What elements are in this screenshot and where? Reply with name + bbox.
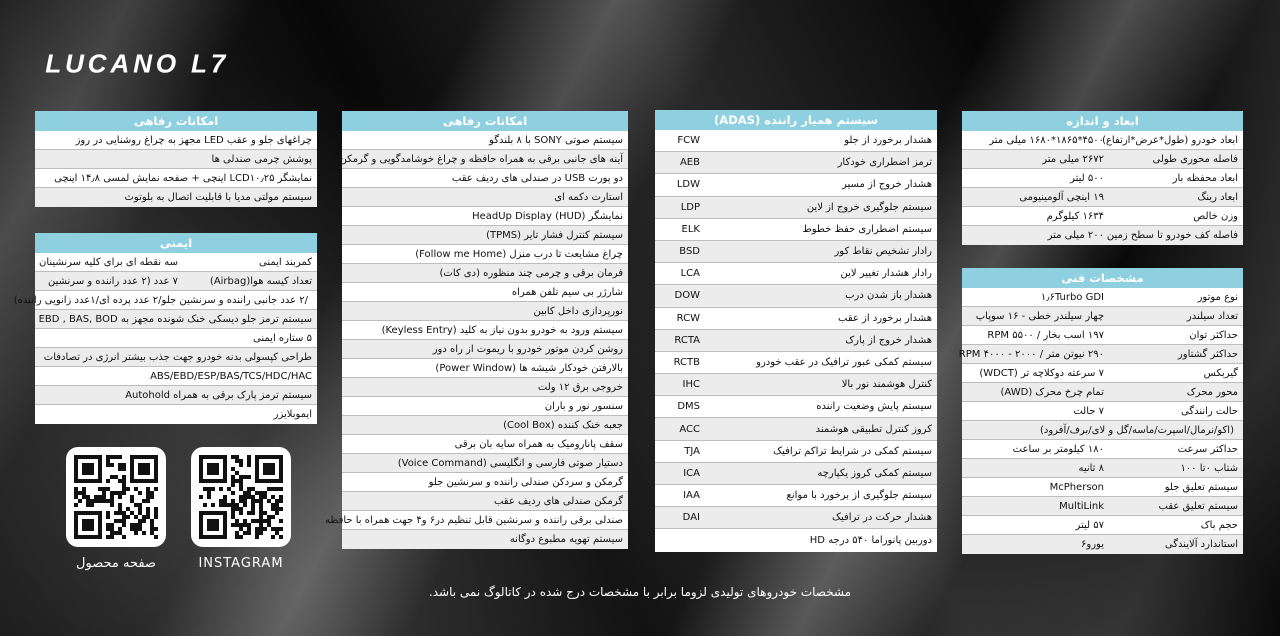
adas-feature-name: سیستم کمکی عبور ترافیک در عقب خودرو [756,356,932,368]
list-item-text: دستیار صوتی فارسی و انگلیسی (Voice Command) [397,457,623,469]
row-value: ۱٫۶Turbo GDI [1040,291,1104,303]
list-item-text: چراغهای جلو و عقب LED مجهز به چراغ روشنایی در روز [75,134,312,146]
row-label: ابعاد محفظه بار [1172,172,1238,184]
row-value: /۲ عدد جانبی راننده و سرنشین جلو/۲ عدد پرده ای/۱عدد زانویی راننده) [13,294,308,306]
table-row [962,497,1243,516]
row-label: کمربند ایمنی [259,256,312,268]
table-row [655,152,937,174]
row-label: ۵ ستاره ایمنی [253,332,312,344]
adas-feature-name: سیستم کمکی در شرایط تراکم ترافیک [773,445,932,457]
adas-feature-code: IHC [682,379,700,391]
adas-feature-name: سیستم اضطراری حفظ خطوط [802,223,932,235]
row-value: ۷ سرعته دوکلاچه تر (WDCT) [979,367,1104,379]
qr-icon [74,455,158,539]
table-row [35,329,317,348]
brand-logo-text: LUCANO L7 [45,48,230,79]
adas-feature-code: DOW [674,290,700,302]
list-item [35,150,317,169]
list-item-text: خروجی برق ۱۲ ولت [537,381,623,393]
row-label: گیربکس [1203,367,1238,379]
list-item [342,207,628,226]
list-item [35,169,317,188]
list-item-text: سقف پانارومیک به همراه سایه بان برقی [454,438,623,450]
adas-feature-code: BSD [679,246,700,258]
list-item-text: گرمکن صندلی های ردیف عقب [493,495,623,507]
table-row [962,307,1243,326]
table-row [35,367,317,386]
adas-feature-name: رادار هشدار تغییر لاین [840,268,932,280]
row-label: تعداد کیسه هوا(Airbag) [209,275,312,287]
row-value: McPherson [1049,481,1104,493]
table-row [655,308,937,330]
list-item [342,264,628,283]
row-value: ۱۸۰ کیلومتر بر ساعت [1012,443,1104,455]
comfort-extra-rows [35,131,317,207]
adas-feature-code: LCA [680,268,700,280]
list-item [342,378,628,397]
row-value: ۷ عدد (۲ عدد راننده و سرنشین [47,275,178,287]
adas-feature-name: سیستم کمکی کروز یکپارچه [817,467,932,479]
list-item [342,492,628,511]
table-row [962,459,1243,478]
row-label: سیستم تعلیق عقب [1158,500,1238,512]
list-item-text: بالارفتن خودکار شیشه ها (Power Window) [435,362,623,374]
adas-feature-name: ترمز اضطراری خودکار [837,157,932,169]
adas-feature-code: AEB [679,157,700,169]
list-item-text: جعبه خنک کننده (Cool Box) [503,419,623,431]
row-value: MultiLink [1059,500,1104,512]
table-row [962,207,1243,226]
row-value: ۲۹۰ نیوتن متر / ۲۰۰۰ - ۴۰۰۰ RPM [958,348,1104,360]
list-item [342,283,628,302]
table-row [962,288,1243,307]
table-row [35,272,317,291]
list-item [342,454,628,473]
adas-feature-name: دوربین پانوراما ۵۴۰ درجه HD [809,534,932,546]
list-item-text: صندلی برقی راننده و سرنشین قابل تنظیم در۶ و۴ جهت همراه با حافظه [325,514,623,526]
adas-feature-code: DAI [682,512,700,524]
list-item [35,188,317,207]
list-item-text: سیستم کنترل فشار تایر (TPMS) [486,229,623,241]
row-label: فاصله محوری طولی [1152,153,1238,165]
table-row [962,516,1243,535]
row-label: ابعاد خودرو (طول*عرض*ارتفاع) [1102,134,1238,146]
row-label: محور محرک [1186,386,1238,398]
table-row [962,364,1243,383]
row-label: حجم باک [1200,519,1238,531]
comfort-features-rows [325,131,628,549]
adas-feature-code: LDP [680,201,700,213]
dimensions-title: ابعاد و اندازه [962,111,1243,131]
row-value: ۵۰۰ لیتر [1070,172,1104,184]
table-row [655,197,937,219]
table-row [962,169,1243,188]
adas-feature-code: ACC [679,423,700,435]
row-value: ۱۶۳۴ کیلوگرم [1046,210,1104,222]
row-value: یورو۶ [1081,539,1104,550]
row-value: سه نقطه ای برای کلیه سرنشینان [38,256,178,268]
row-label: ابعاد رینگ [1197,191,1238,203]
adas-feature-name: هشدار برخورد از جلو [844,135,932,147]
table-row [962,326,1243,345]
table-row [655,285,937,307]
instagram-qr-code[interactable] [191,447,291,547]
adas-feature-name: هشدار خروج از پارک [845,334,932,346]
adas-feature-code: DMS [677,401,700,413]
row-label: سیستم تعلیق جلو [1164,481,1238,493]
list-item-text: سیستم ورود به خودرو بدون نیاز به کلید (Keyless Entry) [381,324,623,336]
list-item [342,245,628,264]
table-row [962,188,1243,207]
safety-panel [13,233,317,424]
row-value: تمام چرخ محرک (AWD) [1000,386,1104,398]
table-row [655,485,937,507]
adas-feature-code: RCW [676,312,700,324]
adas-rows [655,130,937,552]
table-row [962,131,1243,150]
list-item [342,131,628,150]
table-row [655,263,937,285]
row-label: فاصله کف خودرو تا سطح زمین [1106,230,1238,241]
adas-feature-code: RCTB [673,356,700,368]
row-label: سیستم ترمز پارک برقی به همراه Autohold [125,389,312,401]
safety-title: ایمنی [35,233,317,253]
safety-rows [13,253,317,424]
adas-feature-code: ICA [683,467,700,479]
adas-feature-name: رادار تشخیص نقاط کور [834,246,932,258]
row-value: ۸ ثانیه [1078,462,1104,474]
adas-panel [655,110,937,552]
instagram-label: INSTAGRAM [198,556,284,571]
list-item [342,188,628,207]
table-row [35,348,317,367]
technical-specs-rows [958,288,1243,554]
row-label: حداکثر گشتاور [1177,348,1238,360]
row-label: ABS/EBD/ESP/BAS/TCS/HDC/HAC [150,370,312,382]
list-item [342,302,628,321]
list-item [342,435,628,454]
list-item-text: شارژر بی سیم تلفن همراه [511,286,623,298]
adas-feature-code: LDW [676,179,700,191]
technical-specs-panel [958,268,1243,554]
table-row [13,291,317,310]
row-value: ۷ حالت [1073,405,1104,417]
row-value: (اکو/نرمال/اسپرت/ماسه/گل و لای/برف/آفرود) [1039,424,1234,436]
table-row [655,463,937,485]
row-label: سیستم ترمز جلو دیسکی خنک شونده مجهز به EBD , BAS, BOD [38,313,312,325]
table-row [962,383,1243,402]
row-label: حداکثر توان [1189,329,1238,341]
row-label: وزن خالص [1193,210,1238,222]
brand-logo [38,48,268,78]
list-item-text: روشن کردن موتور خودرو با ریموت از راه دور [432,343,623,355]
adas-feature-name: هشدار خروج از مسیر [842,179,932,191]
adas-feature-name: سیستم جلوگیری از برخورد با موانع [786,490,932,502]
adas-feature-name: کروز کنترل تطبیقی هوشمند [815,423,932,435]
list-item-text: نمایشگر LCD۱۰٫۲۵ اینچی + صفحه نمایش لمسی ۱۴٫۸ اینچی [54,172,312,184]
list-item [325,511,628,530]
row-label: شتاب ۰تا ۱۰۰ [1180,462,1238,474]
table-row [35,386,317,405]
table-row [962,226,1243,245]
dimensions-rows [962,131,1243,245]
dimensions-panel [962,111,1243,245]
table-row [655,441,937,463]
table-row [962,478,1243,497]
table-row [655,241,937,263]
table-row [962,150,1243,169]
list-item-text: سیستم صوتی SONY با ۸ بلندگو [489,134,623,146]
row-label: طراحی کپسولی بدنه خودرو جهت جذب بیشتر انرژی در تصادفات [43,351,312,363]
row-label: حالت رانندگی [1180,405,1238,417]
list-item-text: گرمکن و سردکن صندلی راننده و سرنشین جلو [428,476,623,488]
list-item [342,226,628,245]
product-page-qr-code[interactable] [66,447,166,547]
comfort-extra-title: امکانات رفاهی [35,111,317,131]
list-item-text: سنسور نور و باران [544,400,623,412]
row-label: نوع موتور [1197,291,1238,303]
list-item-text: نمایشگر HeadUp Display (HUD) [472,210,623,222]
table-row [962,440,1243,459]
adas-feature-code: IAA [683,490,700,502]
adas-feature-code: FCW [677,135,700,147]
table-row [35,405,317,424]
table-row [35,310,317,329]
list-item-text: فرمان برقی و چرمی چند منظوره (دی کات) [439,267,623,279]
table-row [655,529,937,551]
list-item [342,321,628,340]
table-row [958,345,1243,364]
adas-feature-name: هشدار حرکت در ترافیک [832,512,932,524]
list-item-text: نورپردازی داخل کابین [533,305,623,317]
table-row [962,402,1243,421]
list-item-text: آینه های جانبی برقی به همراه حافظه و چراغ خوشامدگویی و گرمکن [339,153,623,165]
list-item-text: سیستم مولتی مدیا با قابلیت اتصال به بلوتوث [124,192,312,203]
list-item [342,416,628,435]
adas-feature-name: سیستم پایش وضعیت راننده [816,401,932,413]
row-value: ۵۷ لیتر [1075,519,1104,531]
comfort-features-panel [325,111,628,549]
list-item-text: دو پورت USB در صندلی های ردیف عقب [451,172,623,184]
row-label: ایموبلایزر [273,409,312,420]
adas-feature-code: TJA [684,445,700,457]
adas-feature-code: ELK [681,223,700,235]
list-item [342,473,628,492]
adas-feature-name: کنترل هوشمند نور بالا [841,379,932,391]
row-value: ۱۹ اینچی آلومینیومی [1019,191,1104,203]
list-item [342,530,628,549]
list-item [342,397,628,416]
technical-specs-title: مشخصات فنی [962,268,1243,288]
list-item [342,169,628,188]
row-value: ۴۵۰۰*۱۸۶۵*۱۶۸۰ میلی متر [989,134,1104,146]
table-row [655,219,937,241]
table-row [655,396,937,418]
table-row [655,174,937,196]
row-label: استاندارد آلایندگی [1164,539,1238,550]
product-page-label: صفحه محصول [76,556,156,571]
comfort-features-title: امکانات رفاهی [342,111,628,131]
adas-feature-code: RCTA [674,334,700,346]
list-item-text: چراغ مشایعت تا درب منزل (Follow me Home) [415,248,623,260]
catalog-disclaimer: مشخصات خودروهای تولیدی لزوما برابر با مشخصات درج شده در کاتالوگ نمی باشد. [428,585,852,599]
qr-icon [199,455,283,539]
table-row [35,253,317,272]
row-label: حداکثر سرعت [1177,443,1238,455]
list-item [342,340,628,359]
list-item [35,131,317,150]
list-item-text: پوشش چرمی صندلی ها [211,153,312,165]
adas-feature-name: هشدار باز شدن درب [845,290,932,302]
row-value: ۲۶۷۲ میلی متر [1042,153,1104,165]
adas-feature-name: سیستم جلوگیری خروج از لاین [806,201,932,213]
row-label: تعداد سیلندر [1186,310,1238,322]
list-item [339,150,628,169]
table-row [655,507,937,529]
adas-feature-name: هشدار برخورد از عقب [838,312,932,324]
table-row [962,535,1243,554]
table-row [655,352,937,374]
row-value: ۱۹۷ اسب بخار / ۵۵۰۰ RPM [987,329,1104,341]
table-row [655,374,937,396]
adas-title: سیستم همیار راننده (ADAS) [655,110,937,130]
table-row [655,418,937,440]
row-value: چهار سیلندر خطی - ۱۶ سوپاپ [975,310,1104,322]
comfort-extra-panel [35,111,317,207]
table-row [655,130,937,152]
list-item-text: سیستم تهویه مطبوع دوگانه [509,534,623,545]
row-value: ۲۰۰ میلی متر [1047,230,1104,241]
table-row [655,330,937,352]
table-row [962,421,1243,440]
list-item-text: استارت دکمه ای [554,191,623,203]
list-item [342,359,628,378]
